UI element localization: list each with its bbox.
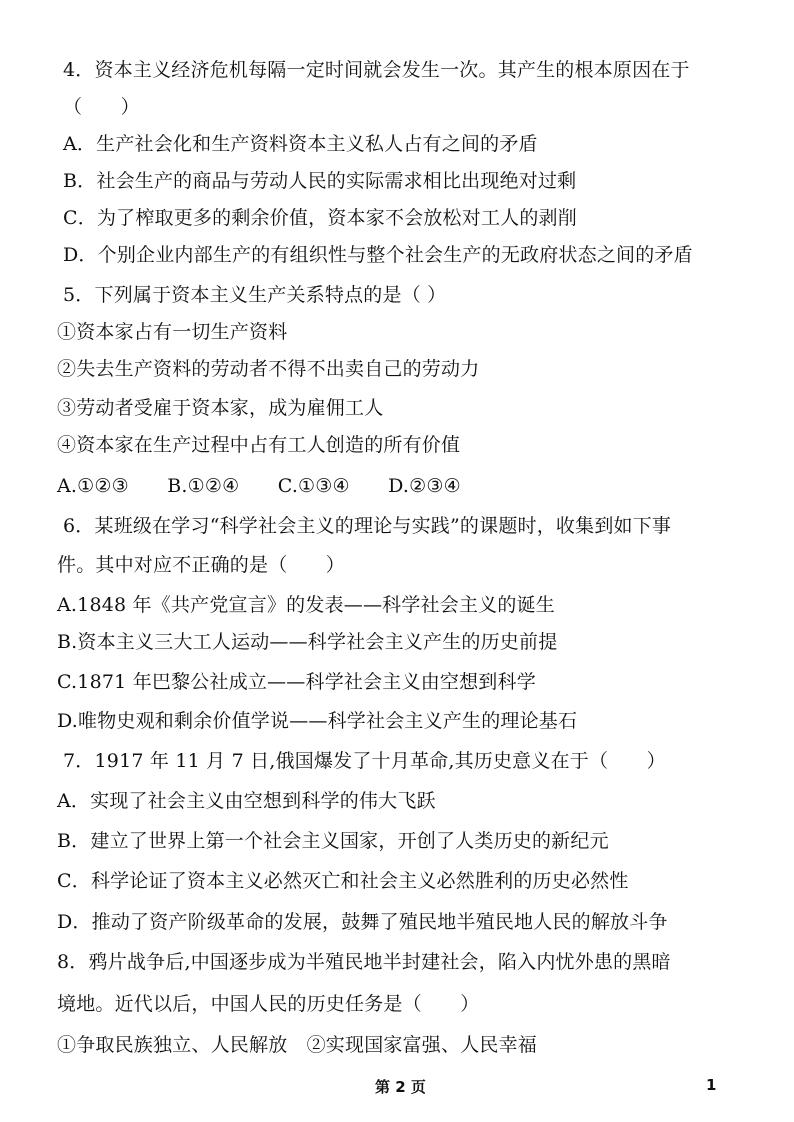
q8-statements: ①争取民族独立、人民解放 ②实现国家富强、人民幸福 <box>57 1034 538 1056</box>
q5-options: A.①②③ B.①②④ C.①③④ D.②③④ <box>57 475 461 497</box>
q4-option-a: A．生产社会化和生产资料资本主义私人占有之间的矛盾 <box>63 133 538 155</box>
q4-option-c: C．为了榨取更多的剩余价值，资本家不会放松对工人的剥削 <box>63 207 577 229</box>
q7-stem: 7．1917 年 11 月 7 日,俄国爆发了十月革命,其历史意义在于（ ） <box>63 750 666 772</box>
q6-option-c: C.1871 年巴黎公社成立——科学社会主义由空想到科学 <box>57 671 536 693</box>
q5-statement-1: ①资本家占有一切生产资料 <box>57 321 288 343</box>
q6-option-b: B.资本主义三大工人运动——科学社会主义产生的历史前提 <box>57 631 558 653</box>
q7-option-d: D．推动了资产阶级革命的发展，鼓舞了殖民地半殖民地人民的解放斗争 <box>57 911 668 933</box>
q6-option-a: A.1848 年《共产党宣言》的发表——科学社会主义的诞生 <box>57 594 555 616</box>
q7-option-a: A．实现了社会主义由空想到科学的伟大飞跃 <box>57 790 436 812</box>
q6-stem-line1: 6．某班级在学习“科学社会主义的理论与实践”的课题时，收集到如下事 <box>63 515 672 537</box>
q4-answer-blank: （ ） <box>63 96 140 118</box>
q7-option-c: C．科学论证了资本主义必然灭亡和社会主义必然胜利的历史必然性 <box>57 870 629 892</box>
q4-stem: 4．资本主义经济危机每隔一定时间就会发生一次。其产生的根本原因在于 <box>63 59 690 81</box>
q7-option-b: B．建立了世界上第一个社会主义国家，开创了人类历史的新纪元 <box>57 830 609 852</box>
q6-option-d: D.唯物史观和剩余价值学说——科学社会主义产生的理论基石 <box>57 710 578 732</box>
page-number: 1 <box>706 1076 717 1094</box>
q5-statement-3: ③劳动者受雇于资本家，成为雇佣工人 <box>57 397 384 419</box>
q8-stem-line2: 境地。近代以后，中国人民的历史任务是（ ） <box>57 993 480 1015</box>
q4-option-b: B．社会生产的商品与劳动人民的实际需求相比出现绝对过剩 <box>63 170 577 192</box>
q4-option-d: D．个别企业内部生产的有组织性与整个社会生产的无政府状态之间的矛盾 <box>63 244 693 266</box>
page-label: 第 2 页 <box>375 1078 426 1096</box>
q6-stem-line2: 件。其中对应不正确的是（ ） <box>57 554 346 576</box>
q5-statement-4: ④资本家在生产过程中占有工人创造的所有价值 <box>57 434 461 456</box>
q5-statement-2: ②失去生产资料的劳动者不得不出卖自己的劳动力 <box>57 358 480 380</box>
q5-stem: 5．下列属于资本主义生产关系特点的是（ ） <box>63 284 447 306</box>
q8-stem-line1: 8．鸦片战争后,中国逐步成为半殖民地半封建社会，陷入内忧外患的黑暗 <box>57 951 671 973</box>
